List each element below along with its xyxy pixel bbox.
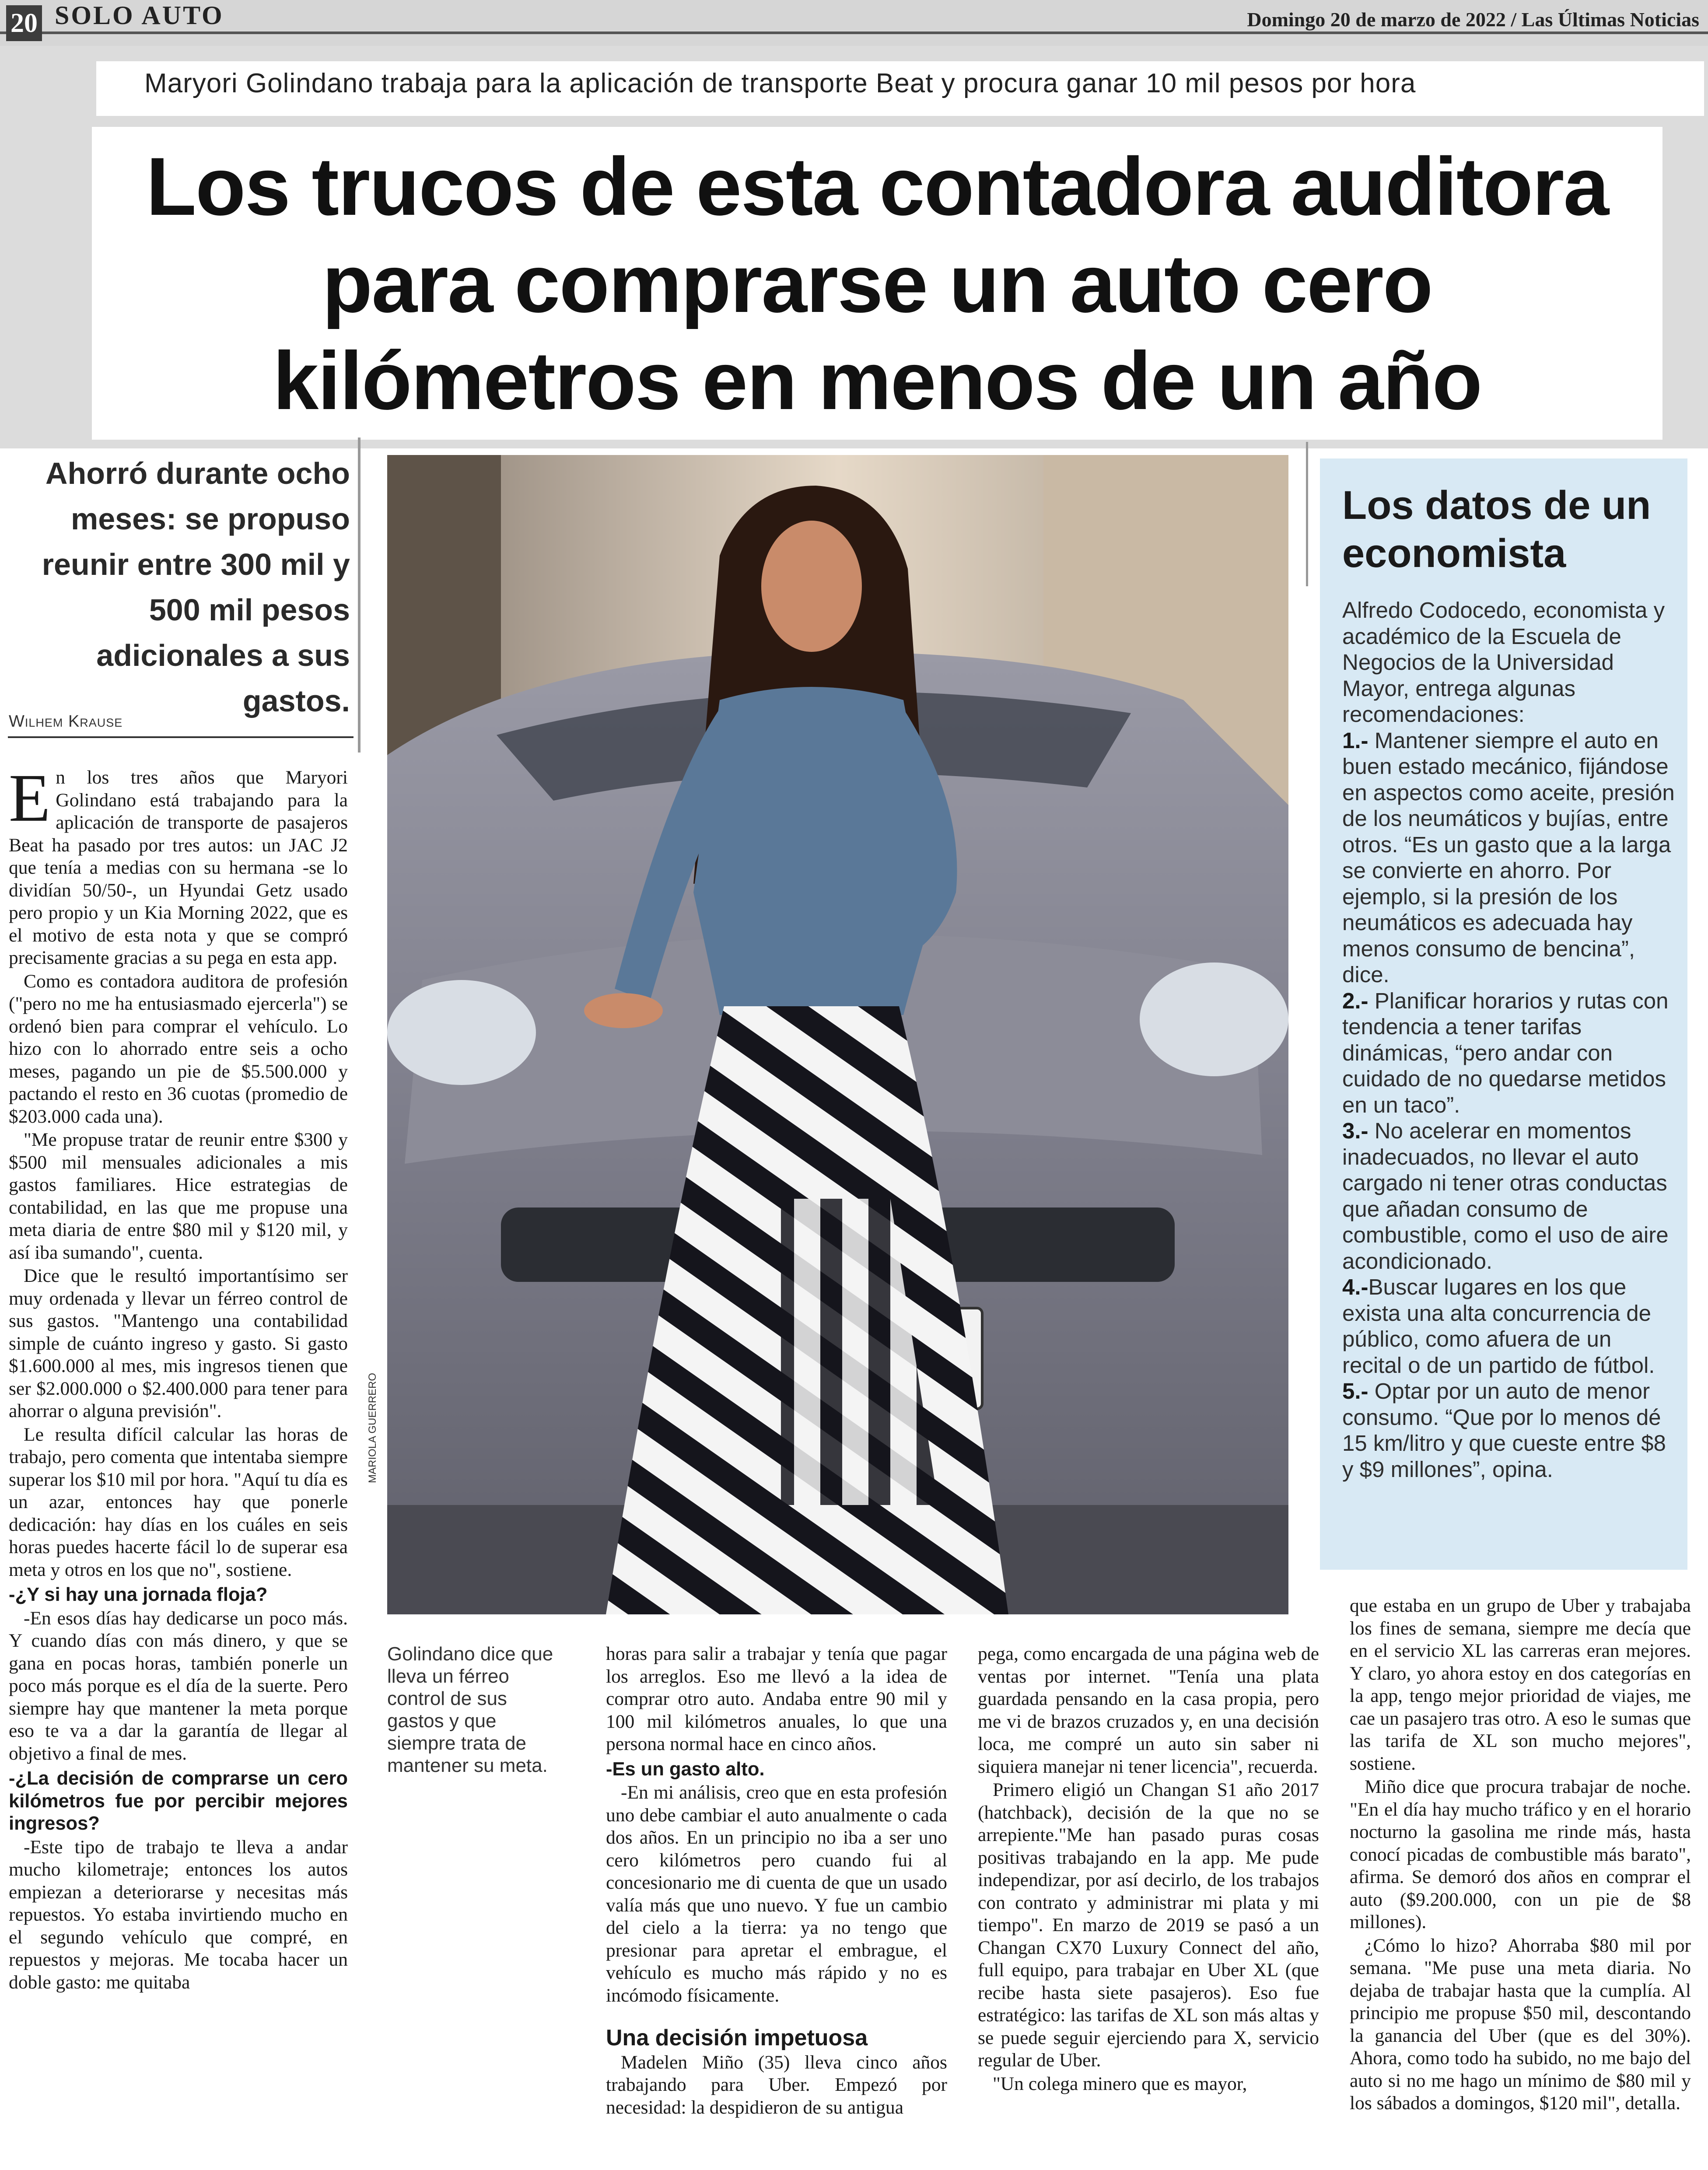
dropcap: E: [9, 760, 51, 836]
paragraph: -En esos días hay dedicarse un poco más. Y cuando días con más dinero, y que se gana en pocas horas, también ponerle un poco más porque es el día de la suerte. Pero siempre hay que mantener la meta porque eso te va a dar la garantía de llegar al objetivo a final de mes.: [9, 1607, 348, 1764]
sidebar-title: Los datos de un economista: [1342, 483, 1651, 576]
sidebar-item-number: 5.-: [1342, 1379, 1368, 1404]
section-name: SOLO AUTO: [55, 1, 224, 30]
sidebar-body: [1342, 597, 1675, 1482]
header-rule: [0, 32, 1708, 34]
paragraph: pega, como encargada de una página web de ventas por internet. "Tenía una plata guardada pensando en la casa propia, pero me vi de brazos cruzados y, en una decisión loca, me compré un auto sin saber ni siquiera manejar ni tener licencia", recuerda.: [978, 1643, 1319, 1777]
paragraph: ¿Cómo lo hizo? Ahorraba $80 mil por semana. "Me puse una meta diaria. No dejaba de trabajar hasta que la cumplía. Al principio me propuse $50 mil, descontando la ganancia del Uber (que es del 30%). Ahora, como todo ha subido, no me bajo del auto si no me hago un mínimo de $80 mil y los sábados a domingos, $120 mil", detalla.: [1350, 1935, 1691, 2114]
headline-line-3: kilómetros en menos de un año: [273, 335, 1482, 427]
article-column-3: [978, 1643, 1319, 2096]
sidebar-item: [1342, 1118, 1675, 1274]
article-photo: [387, 455, 1288, 1614]
article-column-4: [1350, 1595, 1691, 2116]
question: -¿Y si hay una jornada floja?: [9, 1584, 268, 1605]
paragraph: Dice que le resultó importantísimo ser muy ordenada y llevar un férreo control de sus gastos. "Mantengo una contabilidad simple de cuánto ingreso y gasto. Si gasto $1.600.000 al mes, mis ingresos tienen que ser $2.000.000 o $2.400.000 para tener para ahorrar o alguna previsión".: [9, 1265, 348, 1421]
question: -Es un gasto alto.: [606, 1758, 765, 1780]
photo-illustration: [387, 455, 1288, 1614]
paragraph: Miño dice que procura trabajar de noche. "En el día hay mucho tráfico y en el horario nocturno la gasolina me rinde más, hasta conocí picadas de combustible más barato", afirma. Se demoró dos años en comprar el auto ($9.200.000, con un pie de $8 millones).: [1350, 1776, 1691, 1932]
paragraph: "Un colega minero que es mayor,: [993, 2073, 1247, 2094]
paragraph: Como es contadora auditora de profesión ("pero no me ha entusiasmado ejercerla") se ordenó bien para comprar el vehículo. Lo hizo con lo ahorrado entre seis a ocho meses, pagando un pie de $5.500.000 y pactando el resto en 36 cuotas (promedio de $203.000 cada una).: [9, 970, 348, 1127]
paragraph: Primero eligió un Changan S1 año 2017 (hatchback), decisión de la que no se arrepiente."Me han pasado puras cosas positivas trabajando en la app. Me pude independizar, por así decirlo, de los trabajos con contrato y administrar mi plata y mi tiempo". En marzo de 2019 se pasó a un Changan CX70 Luxury Connect del año, full equipo, para trabajar en Uber XL (que recibe hasta siete pasajeros). Eso fue estratégico: las tarifas de XL son más altas y se puede seguir ejerciendo para X, servicio regular de Uber.: [978, 1779, 1319, 2071]
deck: Ahorró durante ocho meses: se propuso reunir entre 300 mil y 500 mil pesos adicionales a sus gastos.: [42, 456, 350, 718]
sidebar-item-text: Optar por un auto de menor consumo. “Que por lo menos dé 15 km/litro y que cueste entre $8 y $9 millones”, opina.: [1342, 1379, 1666, 1482]
paragraph: -Este tipo de trabajo te lleva a andar mucho kilometraje; entonces los autos empiezan a deteriorarse y necesitas más repuestos. Yo estaba invirtiendo mucho en el segundo vehículo que compré, en repuestos y mejoras. Me tocaba hacer un doble gasto: me quitaba: [9, 1836, 348, 1993]
sidebar-item-text: No acelerar en momentos inadecuados, no llevar el auto cargado ni tener otras conductas que añadan consumo de combustible, como el uso de aire acondicionado.: [1342, 1118, 1669, 1274]
paragraph: -En mi análisis, creo que en esta profesión uno debe cambiar el auto anualmente o cada dos años. En un principio no iba a ser uno cero kilómetros pero cuando fui al concesionario me di cuenta de que un usado valía más que uno nuevo. Y fue un cambio del cielo a la tierra: ya no tengo que presionar para apretar el embrague, el vehículo es mucho más rápido y no es incómodo físicamente.: [606, 1782, 947, 2006]
article-column-2: [606, 1643, 947, 2120]
paragraph: Madelen Miño (35) lleva cinco años trabajando para Uber. Empezó por necesidad: la despidieron de su antigua: [606, 2051, 947, 2118]
column-rule: [1306, 442, 1308, 586]
byline-rule: [8, 736, 354, 738]
sidebar-item-text: Mantener siempre el auto en buen estado mecánico, fijándose en aspectos como aceite, presión de los neumáticos y bujías, entre otros. “Es un gasto que a la larga se convierte en ahorro. Por ejemplo, si la presión de los neumáticos es adecuada hay menos consumo de bencina”, dice.: [1342, 728, 1675, 987]
sidebar-item: [1342, 728, 1675, 988]
paragraph: que estaba en un grupo de Uber y trabajaba los fines de semana, siempre me decía que en el servicio XL las carreras eran mejores. Y claro, yo ahora estoy en dos categorías en la app, tengo mejor prioridad de viajes, me cae un pasajero tras otro. A eso le sumas que las tarifa de XL son mucho mejores", sostiene.: [1350, 1595, 1691, 1774]
photo-caption: Golindano dice que lleva un férreo control de sus gastos y que siempre trata de mantener su meta.: [387, 1643, 553, 1776]
sidebar-item-number: 1.-: [1342, 728, 1368, 753]
headline: [92, 138, 1662, 429]
sidebar-item-number: 4.-: [1342, 1274, 1368, 1299]
sidebar-item: [1342, 1378, 1675, 1482]
paragraph: "Me propuse tratar de reunir entre $300 y $500 mil mensuales adicionales a mis gastos familiares. Hice estrategias de contabilidad, en las que me propuse una meta diaria de entre $80 mil y $120 mil, y así iba sumando", cuenta.: [9, 1129, 348, 1263]
kicker: Maryori Golindano trabaja para la aplicación de transporte Beat y procura ganar 10 mil pesos por hora: [144, 68, 1416, 98]
question: -¿La decisión de comprarse un cero kilómetros fue por percibir mejores ingresos?: [9, 1768, 348, 1834]
byline: Wilhem Krause: [9, 712, 123, 731]
sidebar-item: [1342, 1274, 1675, 1378]
subhead: Una decisión impetuosa: [606, 2025, 868, 2051]
sidebar-item-text: Planificar horarios y rutas con tendencia a tener tarifas dinámicas, “pero andar con cuidado de no quedarse metidos en un taco”.: [1342, 988, 1669, 1117]
deck-rule: [358, 438, 360, 752]
sidebar-item: [1342, 988, 1675, 1118]
sidebar-item-number: 3.-: [1342, 1118, 1368, 1143]
headline-line-2: para comprarse un auto cero: [322, 238, 1432, 329]
headline-line-1: Los trucos de esta contadora auditora: [146, 140, 1609, 232]
dateline: Domingo 20 de marzo de 2022 / Las Últimas Noticias: [1247, 8, 1699, 31]
sidebar-item-number: 2.-: [1342, 988, 1368, 1013]
paragraph: Le resulta difícil calcular las horas de trabajo, pero comenta que intentaba siempre superar los $10 mil por hora. "Aquí tu día es un azar, entonces hay que ponerle dedicación: hay días en los cuáles en seis horas puedes hacerte fácil lo de superar esa meta y otros en los que no", sostiene.: [9, 1424, 348, 1580]
sidebar-intro: Alfredo Codocedo, economista y académico de la Escuela de Negocios de la Universidad Mayor, entrega algunas recomendaciones:: [1342, 598, 1665, 727]
page-number: 20: [6, 5, 42, 41]
paragraph: n los tres años que Maryori Golindano está trabajando para la aplicación de transporte de pasajeros Beat ha pasado por tres autos: un JAC J2 que tenía a medias con su hermana -se lo dividían 50/50-, un Hyundai Getz usado pero propio y un Kia Morning 2022, que es el motivo de esta nota y que se compró precisamente gracias a su pega en esta app.: [9, 767, 348, 968]
article-column-1: [9, 760, 348, 1995]
sidebar-item-text: Buscar lugares en los que exista una alta concurrencia de público, como afuera de un recital o de un partido de fútbol.: [1342, 1274, 1655, 1378]
paragraph: horas para salir a trabajar y tenía que pagar los arreglos. Eso me llevó a la idea de comprar otro auto. Andaba entre 90 mil y 100 mil kilómetros anuales, lo que una persona normal hace en cinco años.: [606, 1643, 947, 1754]
photo-credit: MARIOLA GUERRERO: [367, 1372, 378, 1483]
